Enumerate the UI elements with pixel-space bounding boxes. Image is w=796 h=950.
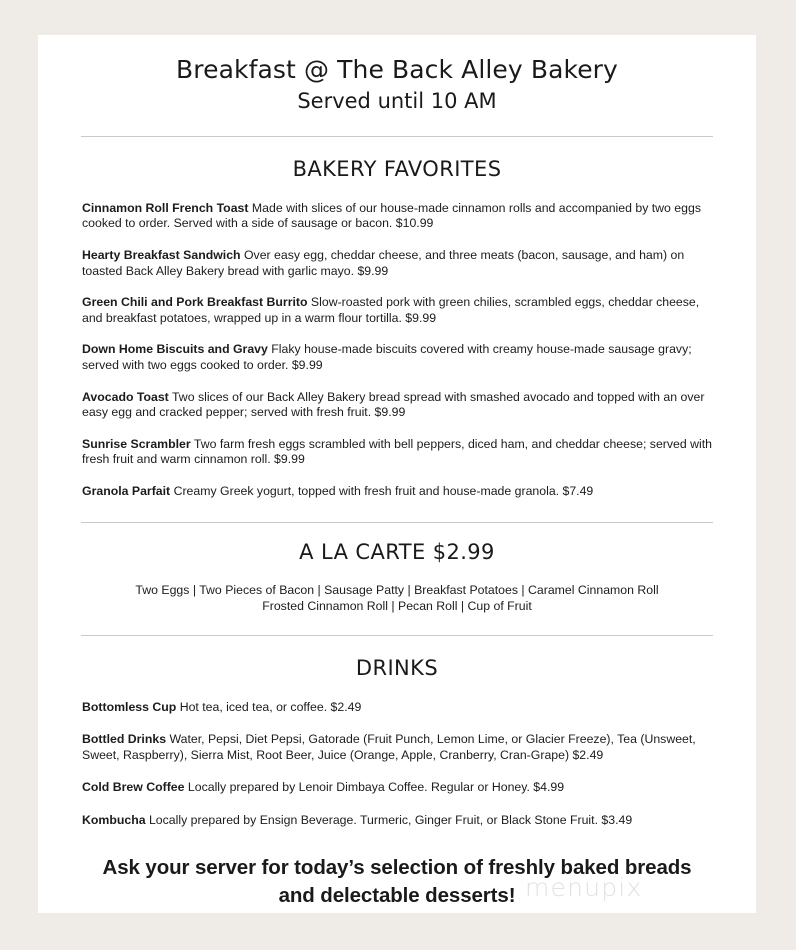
section-title-drinks: DRINKS (355, 655, 439, 680)
menu-item-description: Two farm fresh eggs scrambled with bell peppers, diced ham, and cheddar cheese; served with fresh fruit and warm cinnamon roll. $9.99 (82, 436, 712, 467)
menu-item-description: Over easy egg, cheddar cheese, and three meats (bacon, sausage, and ham) on toasted Back Alley Bakery bread with garlic mayo. $9.99 (82, 247, 685, 278)
menu-header (38, 35, 756, 115)
menu-item-name: Avocado Toast (82, 389, 169, 404)
menu-item (82, 248, 712, 279)
divider-a-la-carte (81, 522, 713, 523)
menu-item-description: Made with slices of our house-made cinnamon rolls and accompanied by two eggs cooked to order. Served with a side of sausage or bacon. $10.99 (82, 200, 701, 231)
menu-item (82, 390, 712, 421)
menu-item-name: Sunrise Scrambler (82, 436, 191, 451)
divider-drinks (81, 635, 713, 636)
menu-item (82, 700, 712, 716)
menu-item-name: Down Home Biscuits and Gravy (82, 342, 268, 357)
menu-item (82, 780, 712, 796)
menu-item-description: Water, Pepsi, Diet Pepsi, Gatorade (Fruit Punch, Lemon Lime, or Glacier Freeze), Tea (Unsweet, Sweet, Raspberry), Sierra Mist, Root Beer, Juice (Orange, Apple, Cranberry, Cran-Grape) $2.49 (82, 732, 696, 762)
a-la-carte-line: Two Eggs | Two Pieces of Bacon | Sausage Patty | Breakfast Potatoes | Caramel Cinnamon Roll (135, 582, 659, 597)
footer (38, 854, 756, 908)
menu-item (82, 201, 712, 232)
menu-item-name: Hearty Breakfast Sandwich (82, 247, 241, 262)
menu-item-name: Kombucha (82, 812, 146, 827)
menu-item-description: Locally prepared by Ensign Beverage. Turmeric, Ginger Fruit, or Black Stone Fruit. $3.49 (145, 812, 633, 827)
menu-page (38, 35, 756, 913)
menu-item (82, 342, 712, 373)
menu-item-name: Granola Parfait (82, 483, 171, 498)
menu-item (82, 437, 712, 468)
menu-item-name: Cinnamon Roll French Toast (82, 200, 249, 215)
menu-item-name: Cold Brew Coffee (82, 780, 185, 795)
a-la-carte-line: Frosted Cinnamon Roll | Pecan Roll | Cup of Fruit (262, 598, 532, 613)
menu-item-name: Bottomless Cup (82, 699, 177, 714)
section-title-a-la-carte: A LA CARTE $2.99 (299, 539, 495, 564)
drinks-list (38, 700, 756, 829)
menu-item-description: Slow-roasted pork with green chilies, scrambled eggs, cheddar cheese, and breakfast potatoes, wrapped up in a warm flour tortilla. $9.99 (82, 295, 700, 325)
footer-cta-line-2: and delectable desserts! (278, 883, 516, 907)
menu-item-description: Two slices of our Back Alley Bakery bread spread with smashed avocado and topped with an over easy egg and cracked pepper; served with fresh fruit. $9.99 (82, 389, 705, 420)
menu-item-description: Locally prepared by Lenoir Dimbaya Coffee. Regular or Honey. $4.99 (184, 780, 565, 795)
menu-item-name: Green Chili and Pork Breakfast Burrito (82, 295, 308, 310)
footer-call-to-action (72, 854, 722, 908)
menu-subtitle: Served until 10 AM (297, 88, 497, 113)
footer-cta-line-1: Ask your server for today’s selection of freshly baked breads (102, 856, 692, 880)
bakery-favorites-list (38, 201, 756, 500)
menu-item (82, 484, 712, 500)
menu-item (82, 732, 712, 763)
section-title-bakery-favorites: BAKERY FAVORITES (292, 156, 502, 181)
menu-item-description: Creamy Greek yogurt, topped with fresh fruit and house-made granola. $7.49 (170, 483, 594, 498)
divider-top (81, 136, 713, 137)
menu-item (82, 295, 712, 326)
menu-item-description: Flaky house-made biscuits covered with creamy house-made sausage gravy; served with two eggs cooked to order. $9.99 (82, 342, 692, 372)
menupix-watermark: menupix (525, 873, 643, 903)
menu-item (82, 813, 712, 829)
page-title: Breakfast @ The Back Alley Bakery (176, 55, 618, 84)
a-la-carte-list (38, 582, 756, 614)
menu-item-description: Hot tea, iced tea, or coffee. $2.49 (176, 699, 362, 714)
menu-item-name: Bottled Drinks (82, 732, 167, 747)
